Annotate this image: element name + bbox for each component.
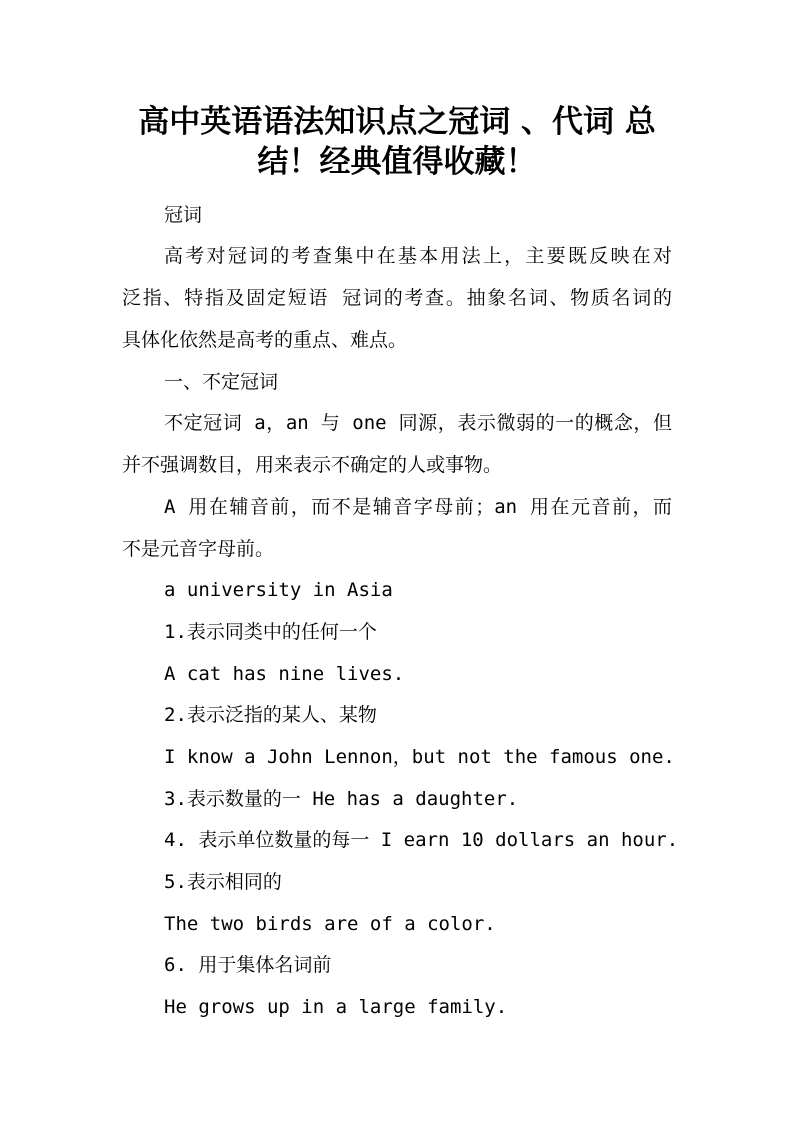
paragraph-line: 不定冠词 a，an 与 one 同源，表示微弱的一的概念，但 — [164, 412, 672, 434]
paragraph-line: 泛指、特指及固定短语 冠词的考查。抽象名词、物质名词的 — [122, 287, 672, 309]
example-line: He grows up in a large family. — [164, 996, 508, 1018]
paragraph-line: 并不强调数目，用来表示不确定的人或事物。 — [122, 454, 503, 476]
section-heading-indefinite-article: 一、不定冠词 — [164, 371, 279, 393]
title-line-1: 高中英语语法知识点之冠词 、代词 总 — [138, 104, 656, 140]
example-line: I know a John Lennon，but not the famous one. — [164, 746, 675, 768]
rule-item: 1.表示同类中的任何一个 — [164, 621, 377, 643]
title-line-2: 结！经典值得收藏！ — [257, 144, 537, 180]
rule-item: 5.表示相同的 — [164, 871, 282, 893]
section-heading-articles: 冠词 — [164, 204, 203, 226]
rule-item: 2.表示泛指的某人、某物 — [164, 704, 377, 726]
rule-item: 6. 用于集体名词前 — [164, 954, 332, 976]
paragraph-line: 不是元音字母前。 — [122, 538, 275, 560]
paragraph-line: 具体化依然是高考的重点、难点。 — [122, 329, 408, 351]
paragraph-line: 高考对冠词的考查集中在基本用法上，主要既反映在对 — [164, 245, 672, 267]
rule-item: 4. 表示单位数量的每一 I earn 10 dollars an hour. — [164, 829, 679, 851]
paragraph-line: A 用在辅音前，而不是辅音字母前；an 用在元音前，而 — [164, 496, 672, 518]
rule-item: 3.表示数量的一 He has a daughter. — [164, 788, 519, 810]
example-line: A cat has nine lives. — [164, 663, 405, 685]
example-line: a university in Asia — [164, 579, 393, 601]
example-line: The two birds are of a color. — [164, 913, 496, 935]
